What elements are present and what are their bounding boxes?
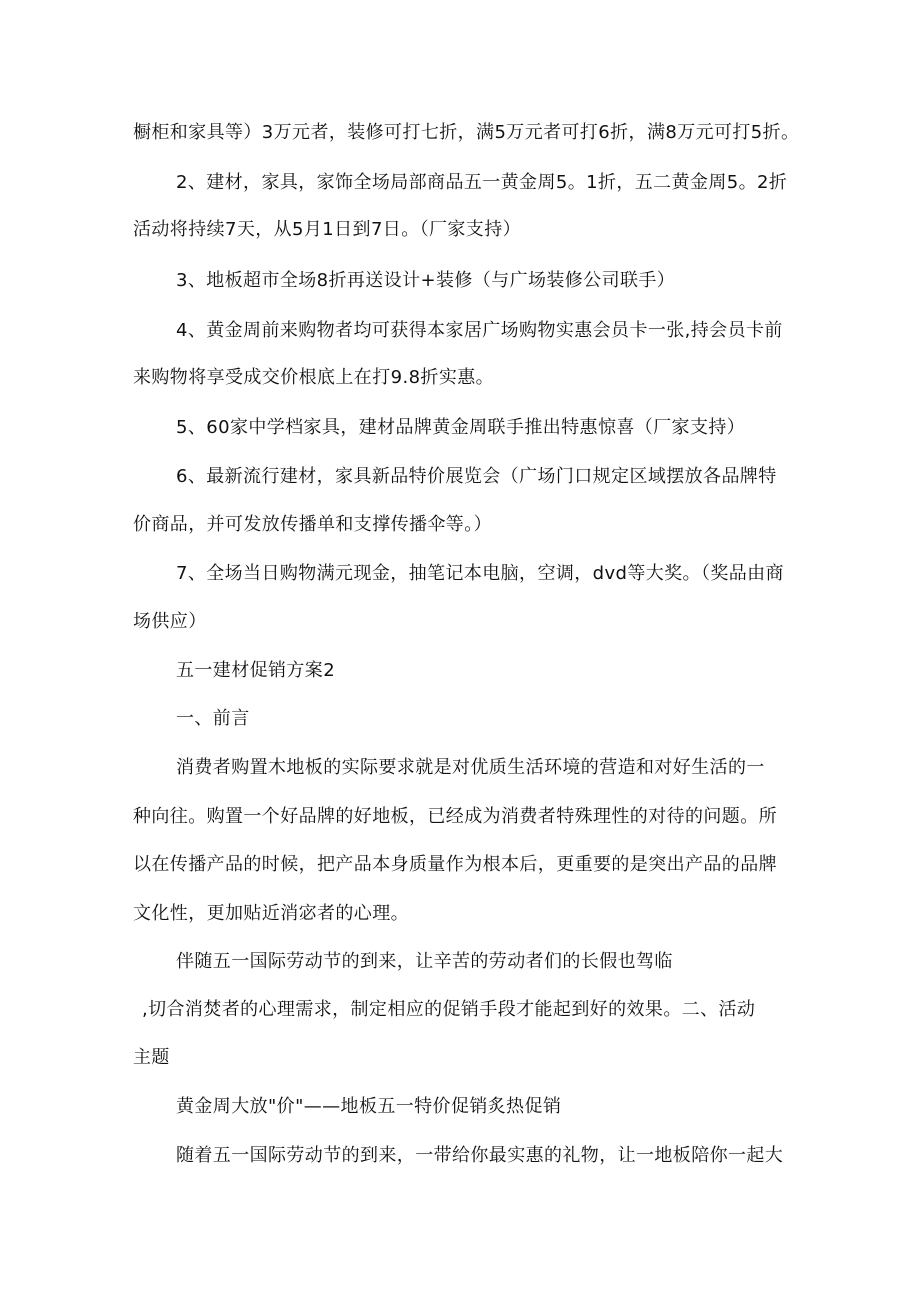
text-line: 黄金周大放"价"——地板五一特价促销炙热促销: [176, 1096, 562, 1117]
text-line: 3、地板超市全场8折再送设计+装修（与广场装修公司联手）: [176, 270, 676, 291]
text-line: ,切合消焚者的心理需求，制定相应的促销手段才能起到好的效果。二、活动: [142, 999, 756, 1020]
text-line: 5、60家中学档家具，建材品牌黄金周联手推出特惠惊喜（厂家支持）: [176, 417, 746, 438]
text-line: 7、全场当日购物满元现金，抽笔记本电脑，空调，dvd等大奖。（奖品由商: [176, 563, 784, 584]
text-line: 文化性，更加贴近消宓者的心理。: [133, 903, 409, 924]
text-line: 来购物将享受成交价根底上在打9.8折实惠。: [133, 367, 495, 388]
text-line: 场供应）: [133, 611, 207, 632]
text-line: 消费者购置木地板的实际要求就是对优质生活环境的营造和对好生活的一: [176, 757, 765, 778]
section-heading: 五一建材促销方案2: [176, 660, 336, 681]
text-line: 4、黄金周前来购物者均可获得本家居广场购物实惠会员卡一张,持会员卡前: [176, 320, 783, 341]
text-line: 随着五一国际劳动节的到来，一带给你最实惠的礼物，让一地板陪你一起大: [176, 1145, 784, 1166]
text-line: 6、最新流行建材，家具新品特价展览会（广场门口规定区域摆放各品牌特: [176, 466, 777, 487]
section-heading: 一、前言: [176, 708, 250, 729]
text-line: 2、建材，家具，家饰全场局部商品五一黄金周5。1折，五二黄金周5。2折: [176, 172, 788, 193]
text-line: 种向往。购置一个好品牌的好地板，已经成为消费者特殊理性的对待的问题。所: [133, 806, 777, 827]
text-line: 活动将持续7天，从5月1日到7日。（厂家支持）: [133, 219, 522, 240]
text-line: 主题: [133, 1047, 170, 1068]
text-line: 以在传播产品的时候，把产品本身质量作为根本后，更重要的是突出产品的品牌: [133, 854, 777, 875]
text-line: 伴随五一国际劳动节的到来，让辛苦的劳动者们的长假也驾临: [176, 951, 673, 972]
text-line: 橱柜和家具等）3万元者，装修可打七折，满5万元者可打6折，满8万元可打5折。: [133, 122, 800, 143]
text-line: 价商品，并可发放传播单和支撑传播伞等。）: [133, 514, 492, 535]
